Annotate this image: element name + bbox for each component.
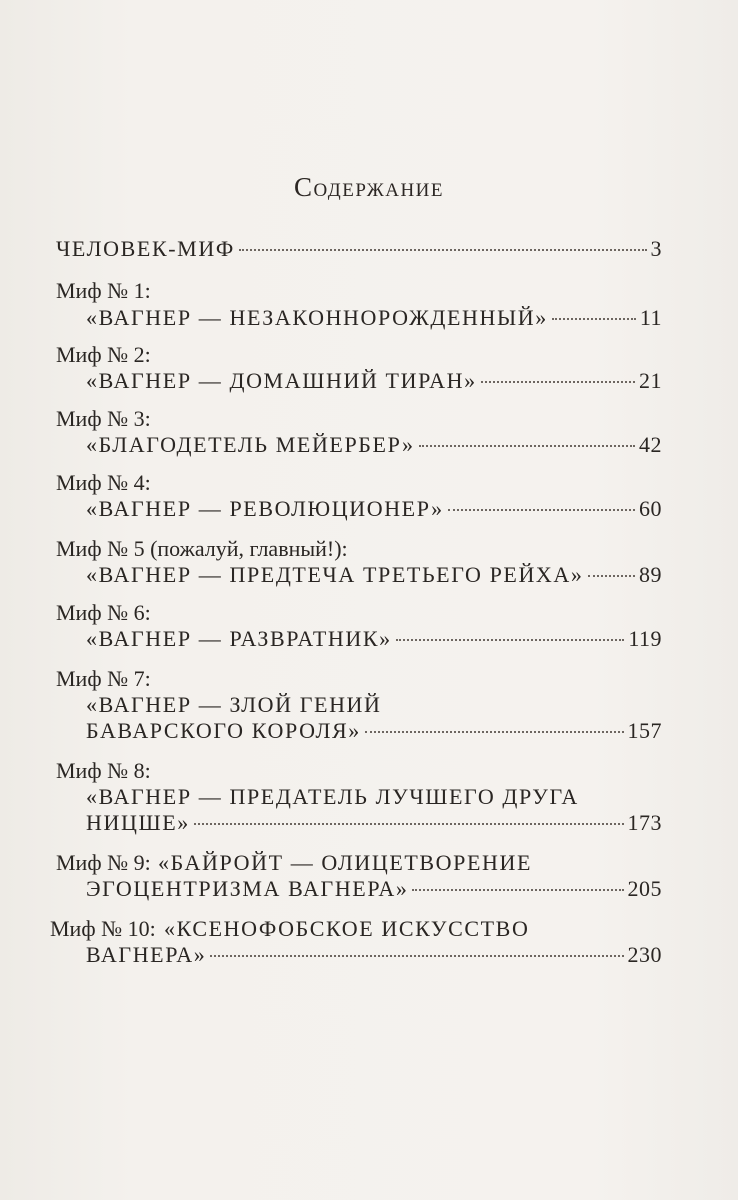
toc-myth-heading: Миф № 2: <box>56 342 151 367</box>
toc-page-number: 89 <box>639 562 662 587</box>
dot-leader <box>419 445 635 447</box>
toc-entry-title: «ВАГНЕР — НЕЗАКОННОРОЖДЕННЫЙ» <box>86 305 548 330</box>
dot-leader <box>588 575 635 577</box>
toc-entry-myth-7[interactable] <box>86 718 662 748</box>
dot-leader <box>448 509 635 511</box>
toc-entry-myth-10[interactable] <box>86 942 662 972</box>
toc-entry-title-cont: БАВАРСКОГО КОРОЛЯ» <box>86 718 361 743</box>
toc-entry-title: «ВАГНЕР — ПРЕДТЕЧА ТРЕТЬЕГО РЕЙХА» <box>86 562 584 587</box>
toc-entry-myth-3[interactable] <box>86 432 662 462</box>
toc-myth-heading: Миф № 7: <box>56 666 151 691</box>
toc-myth-heading: Миф № 3: <box>56 406 151 431</box>
toc-entry-myth-5[interactable] <box>86 562 662 592</box>
toc-page-number: 11 <box>639 305 662 330</box>
toc-entry-prologue[interactable] <box>56 236 662 266</box>
toc-entry-title: «ВАГНЕР — ДОМАШНИЙ ТИРАН» <box>86 368 477 393</box>
dot-leader <box>365 731 624 733</box>
toc-myth-heading: Миф № 10: <box>50 916 156 941</box>
dot-leader <box>239 249 647 251</box>
toc-page-number: 60 <box>639 496 662 521</box>
toc-entry-myth-1[interactable] <box>86 305 662 335</box>
toc-entry-myth-4[interactable] <box>86 496 662 526</box>
toc-myth-heading: Миф № 4: <box>56 470 151 495</box>
toc-page-number: 173 <box>627 810 662 835</box>
toc-page-number: 157 <box>627 718 662 743</box>
toc-page-number: 205 <box>627 876 662 901</box>
toc-entry-title[interactable]: «ВАГНЕР — ЗЛОЙ ГЕНИЙ <box>86 692 382 717</box>
dot-leader <box>481 381 635 383</box>
toc-entry-title: «БЛАГОДЕТЕЛЬ МЕЙЕРБЕР» <box>86 432 415 457</box>
toc-entry-title[interactable]: «КСЕНОФОБСКОЕ ИСКУССТВО <box>164 916 530 941</box>
toc-entry-title[interactable]: «ВАГНЕР — ПРЕДАТЕЛЬ ЛУЧШЕГО ДРУГА <box>86 784 579 809</box>
toc-page-number: 230 <box>627 942 662 967</box>
dot-leader <box>552 318 636 320</box>
toc-entry-title-cont: НИЦШЕ» <box>86 810 190 835</box>
toc-entry-title: ЧЕЛОВЕК-МИФ <box>56 236 235 261</box>
toc-myth-heading: Миф № 8: <box>56 758 151 783</box>
toc-page-number: 3 <box>650 236 662 261</box>
toc-myth-heading: Миф № 1: <box>56 278 151 303</box>
toc-page-number: 21 <box>639 368 662 393</box>
toc-myth-heading: Миф № 9: <box>56 850 151 875</box>
page-title: Содержание <box>293 172 445 202</box>
toc-entry-title-cont: ВАГНЕРА» <box>86 942 207 967</box>
toc-page-number: 42 <box>639 432 662 457</box>
toc-entry-title[interactable]: «БАЙРОЙТ — ОЛИЦЕТВОРЕНИЕ <box>158 850 533 875</box>
dot-leader <box>210 955 623 957</box>
dot-leader <box>194 823 624 825</box>
toc-entry-title: «ВАГНЕР — РАЗВРАТНИК» <box>86 626 392 651</box>
toc-myth-heading: Миф № 5 (пожалуй, главный!): <box>56 536 348 561</box>
toc-entry-title: «ВАГНЕР — РЕВОЛЮЦИОНЕР» <box>86 496 444 521</box>
toc-entry-myth-9[interactable] <box>86 876 662 906</box>
dot-leader <box>412 889 623 891</box>
toc-entry-myth-2[interactable] <box>86 368 662 398</box>
dot-leader <box>396 639 625 641</box>
toc-myth-heading: Миф № 6: <box>56 600 151 625</box>
toc-entry-myth-6[interactable] <box>86 626 662 656</box>
toc-entry-myth-8[interactable] <box>86 810 662 840</box>
toc-entry-title-cont: ЭГОЦЕНТРИЗМА ВАГНЕРА» <box>86 876 409 901</box>
toc-page-number: 119 <box>628 626 662 651</box>
